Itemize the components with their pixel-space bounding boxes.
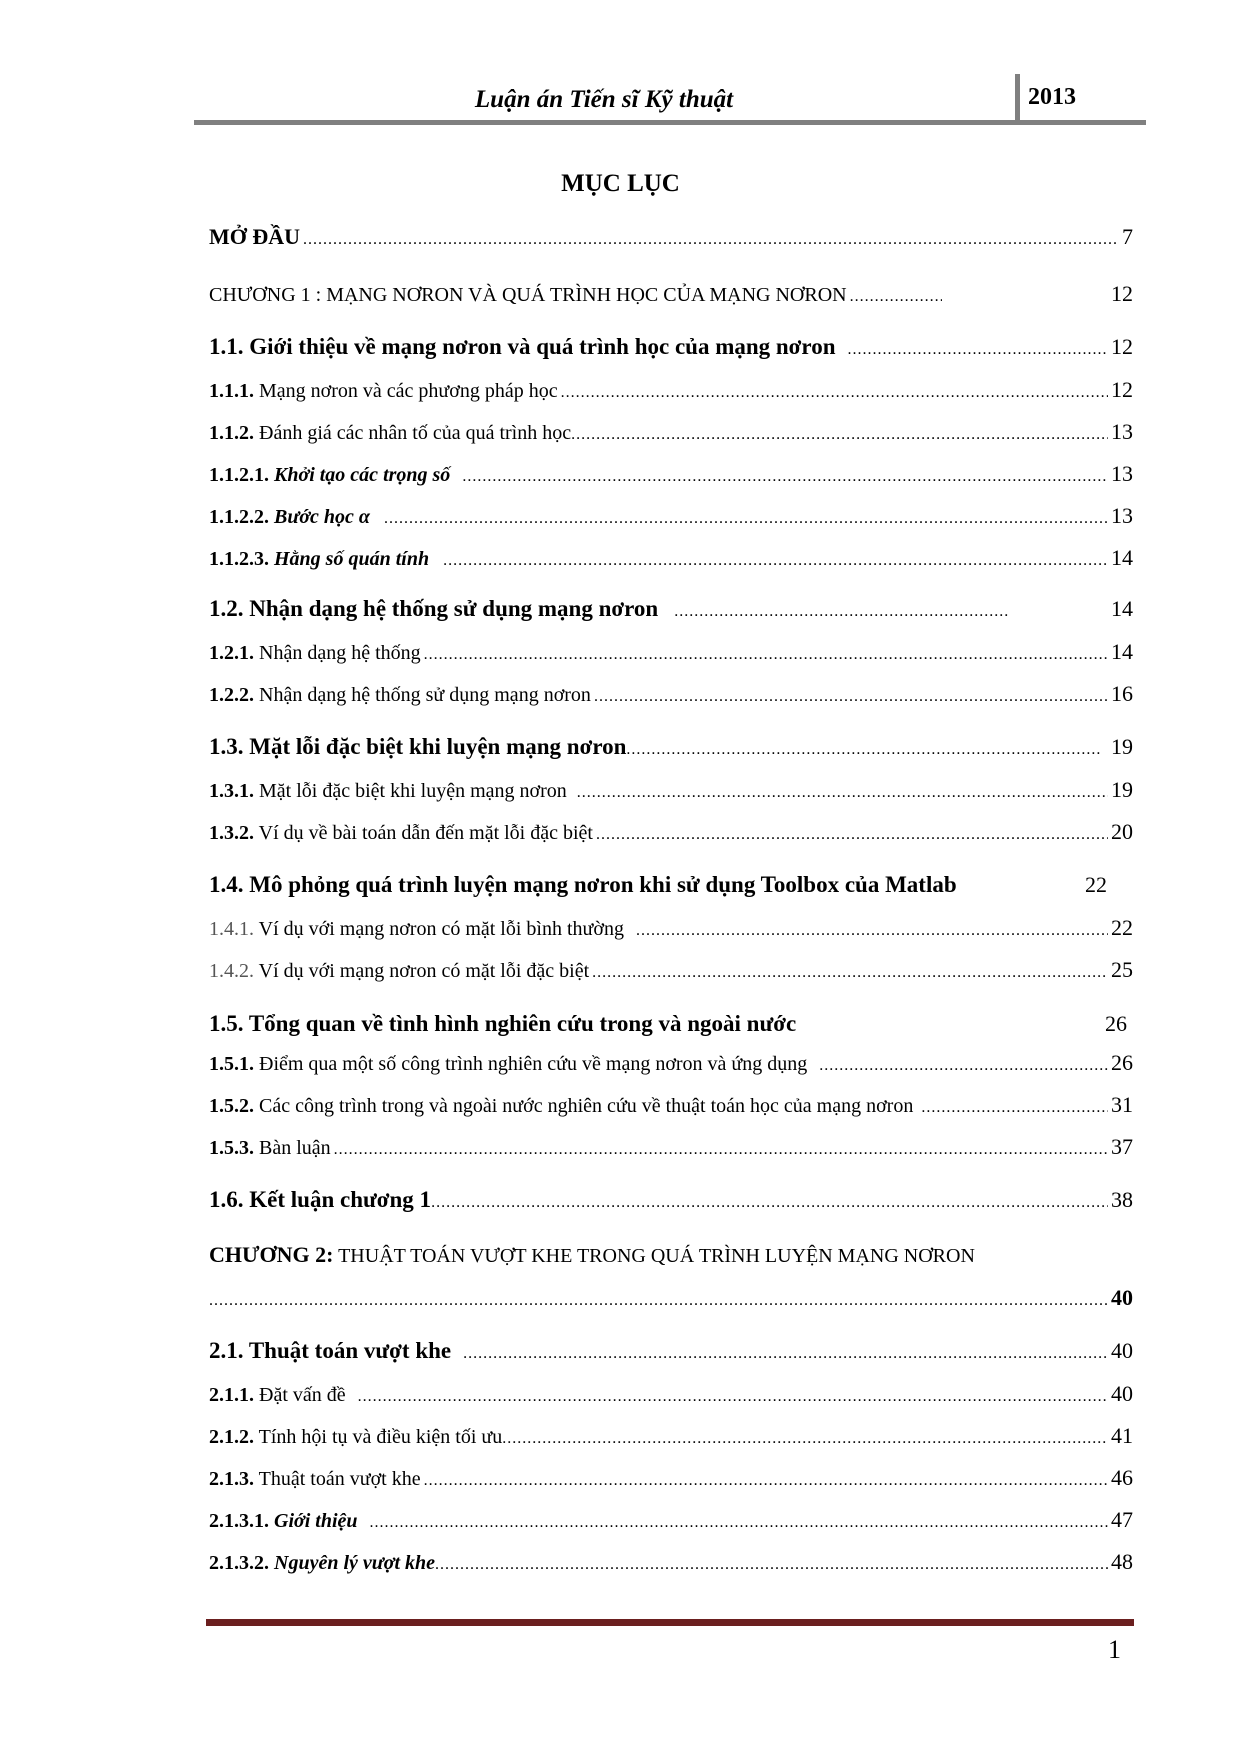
- dot-leader: [636, 922, 1108, 940]
- toc-entry-2-1-3: [209, 1465, 1133, 1491]
- toc-entry-number: CHƯƠNG 2:: [209, 1242, 334, 1267]
- toc-entry-chapter-2-leader: [209, 1285, 1133, 1311]
- toc-entry-title: Thuật toán vượt khe: [248, 1338, 452, 1363]
- toc-entry-page: 31: [1111, 1092, 1133, 1117]
- toc-entry-title: Kết luận chương 1: [249, 1187, 432, 1212]
- toc-entry-1-2-1: [209, 639, 1133, 665]
- toc-entry-page: 13: [1111, 419, 1133, 444]
- dot-leader: [424, 646, 1108, 664]
- toc-entry-page: 22: [1085, 872, 1107, 897]
- toc-entry-1-2: [209, 596, 1133, 622]
- toc-entry-2-1-3-1: [209, 1507, 1133, 1533]
- toc-entry-page: 16: [1111, 681, 1133, 706]
- dot-leader: [334, 1141, 1108, 1159]
- toc-entry-1-6: [209, 1187, 1133, 1213]
- toc-entry-number: 2.1.3.1.: [209, 1510, 269, 1532]
- toc-entry-page: 22: [1111, 915, 1133, 940]
- toc-entry-number: 1.6.: [209, 1187, 244, 1212]
- toc-entry-1-4-1: [209, 915, 1133, 941]
- toc-entry-number: 2.1.1.: [209, 1384, 254, 1406]
- toc-entry-title: Giới thiệu về mạng nơron và quá trình học của mạng nơron: [249, 334, 836, 359]
- toc-entry-title: CHƯƠNG 1 : MẠNG NƠRON VÀ QUÁ TRÌNH HỌC CỦA MẠNG NƠRON: [209, 284, 847, 306]
- toc-entry-title: Ví dụ với mạng nơron có mặt lỗi bình thường: [258, 918, 624, 940]
- toc-entry-number: 2.1.3.: [209, 1468, 254, 1490]
- toc-entry-number: 1.1.2.3.: [209, 548, 269, 570]
- toc-entry-1-5: [209, 1011, 1133, 1037]
- dot-leader: [571, 426, 1108, 444]
- toc-entry-2-1-1: [209, 1381, 1133, 1407]
- toc-entry-number: 1.5.3.: [209, 1137, 254, 1159]
- toc-entry-page: 13: [1111, 503, 1133, 528]
- toc-entry-title: Giới thiệu: [274, 1510, 358, 1532]
- toc-entry-title: Nhận dạng hệ thống sử dụng mạng nơron: [259, 684, 591, 706]
- toc-entry-title: Hằng số quán tính: [274, 548, 430, 570]
- toc-entry-title: Các công trình trong và ngoài nước nghiên cứu về thuật toán học của mạng nơron: [259, 1095, 914, 1117]
- toc-entry-1-2-2: [209, 681, 1133, 707]
- dot-leader: [435, 1556, 1108, 1574]
- dot-leader: [626, 741, 1101, 759]
- toc-entry-title: Mặt lỗi đặc biệt khi luyện mạng nơron: [249, 734, 627, 759]
- toc-entry-page: 40: [1111, 1338, 1133, 1363]
- toc-entry-page: 40: [1111, 1285, 1133, 1310]
- dot-leader: [921, 1099, 1108, 1117]
- toc-entry-mo-dau: [209, 224, 1133, 250]
- toc-entry-title: Mạng nơron và các phương pháp học: [259, 380, 558, 402]
- toc-entry-title: Mô phỏng quá trình luyện mạng nơron khi sử dụng Toolbox của Matlab: [249, 872, 957, 897]
- toc-entry-number: 1.1.2.2.: [209, 506, 269, 528]
- dot-leader: [384, 510, 1108, 528]
- dot-leader: [848, 341, 1108, 359]
- toc-entry-page: 14: [1111, 639, 1133, 664]
- dot-leader: [502, 1430, 1108, 1448]
- dot-leader: [443, 552, 1108, 570]
- toc-entry-title: Bàn luận: [259, 1137, 331, 1159]
- toc-entry-title: Tính hội tụ và điều kiện tối ưu: [258, 1426, 503, 1448]
- toc-entry-number: 2.1.2.: [209, 1426, 254, 1448]
- dot-leader: [819, 1057, 1108, 1075]
- toc-entry-page: 37: [1111, 1134, 1133, 1159]
- toc-entry-1-5-3: [209, 1134, 1133, 1160]
- toc-entry-1-1-2-3: [209, 545, 1133, 571]
- toc-entry-number: 1.3.2.: [209, 822, 254, 844]
- toc-entry-number: 1.3.1.: [209, 780, 254, 802]
- toc-entry-page: 38: [1111, 1187, 1133, 1212]
- toc-entry-1-1-2-2: [209, 503, 1133, 529]
- toc-entry-1-1-1: [209, 377, 1133, 403]
- toc-entry-page: 47: [1111, 1507, 1133, 1532]
- dot-leader: [674, 603, 1010, 621]
- toc-entry-1-5-1: [209, 1050, 1133, 1076]
- toc-entry-1-3: [209, 734, 1133, 760]
- toc-entry-2-1-2: [209, 1423, 1133, 1449]
- toc-entry-number: 1.5.1.: [209, 1053, 254, 1075]
- toc-entry-title: Điểm qua một số công trình nghiên cứu về mạng nơron và ứng dụng: [259, 1053, 808, 1075]
- toc-entry-number: 1.2.2.: [209, 684, 254, 706]
- dot-leader: [370, 1514, 1108, 1532]
- page-header: [194, 72, 1146, 124]
- toc-entry-page: 46: [1111, 1465, 1133, 1490]
- toc-entry-number: 1.1.2.1.: [209, 464, 269, 486]
- toc-entry-page: 41: [1111, 1423, 1133, 1448]
- toc-entry-number: 1.1.: [209, 334, 244, 359]
- toc-entry-title: Ví dụ với mạng nơron có mặt lỗi đặc biệt: [258, 960, 590, 982]
- toc-entry-page: 13: [1111, 461, 1133, 486]
- toc-entry-title: Nhận dạng hệ thống: [259, 642, 421, 664]
- toc-entry-1-3-1: [209, 777, 1133, 803]
- dot-leader: [424, 1472, 1108, 1490]
- toc-entry-number: 1.1.1.: [209, 380, 254, 402]
- dot-leader: [561, 384, 1108, 402]
- dot-leader: [577, 784, 1108, 802]
- toc-entry-page: 7: [1122, 224, 1133, 249]
- toc-entry-title: Ví dụ về bài toán dẫn đến mặt lỗi đặc biệt: [258, 822, 593, 844]
- toc-entry-1-1: [209, 334, 1133, 360]
- toc-entry-number: 1.4.1.: [209, 918, 254, 940]
- footer-rule: [206, 1619, 1134, 1626]
- toc-entry-2-1-3-2: [209, 1549, 1133, 1575]
- toc-entry-title: Nguyên lý vượt khe: [274, 1552, 436, 1574]
- toc-entry-page: 26: [1111, 1050, 1133, 1075]
- toc-entry-number: 1.5.2.: [209, 1095, 254, 1117]
- toc-entry-chapter-2: [209, 1242, 1133, 1268]
- toc-entry-number: 1.2.1.: [209, 642, 254, 664]
- toc-entry-page: 20: [1111, 819, 1133, 844]
- toc-entry-number: 1.1.2.: [209, 422, 254, 444]
- toc-entry-title: Khởi tạo các trọng số: [274, 464, 451, 486]
- header-year: 2013: [1028, 84, 1076, 110]
- toc-entry-1-4-2: [209, 957, 1133, 983]
- toc-entry-title: Bước học α: [274, 506, 370, 528]
- toc-entry-chapter-1: [209, 281, 1133, 307]
- dot-leader: [594, 688, 1108, 706]
- toc-entry-number: 1.4.2.: [209, 960, 254, 982]
- toc-entry-page: 25: [1111, 957, 1133, 982]
- dot-leader: [358, 1388, 1108, 1406]
- toc-entry-number: 1.2.: [209, 596, 244, 621]
- toc-entry-1-1-2-1: [209, 461, 1133, 487]
- toc-entry-page: 48: [1111, 1549, 1133, 1574]
- toc-entry-number: 1.4.: [209, 872, 244, 897]
- toc-entry-1-5-2: [209, 1092, 1133, 1118]
- header-title: Luận án Tiến sĩ Kỹ thuật: [474, 86, 734, 113]
- toc-entry-1-3-2: [209, 819, 1133, 845]
- toc-entry-page: 19: [1111, 734, 1133, 759]
- page-number: 1: [1108, 1635, 1121, 1664]
- toc-entry-title: Tổng quan về tình hình nghiên cứu trong và ngoài nước: [248, 1011, 797, 1036]
- toc-entry-page: 40: [1111, 1381, 1133, 1406]
- toc-entry-number: 1.3.: [209, 734, 244, 759]
- header-divider: [1015, 74, 1020, 122]
- toc-entry-page: 12: [1111, 281, 1133, 306]
- toc-entry-title: THUẬT TOÁN VƯỢT KHE TRONG QUÁ TRÌNH LUYỆN MẠNG NƠRON: [338, 1245, 975, 1267]
- dot-leader: [463, 1345, 1108, 1363]
- toc-entry-page: 19: [1111, 777, 1133, 802]
- toc-entry-title: Thuật toán vượt khe: [258, 1468, 421, 1490]
- toc-entry-title: Mặt lỗi đặc biệt khi luyện mạng nơron: [259, 780, 567, 802]
- toc-entry-number: 2.1.3.2.: [209, 1552, 269, 1574]
- dot-leader: [303, 231, 1119, 249]
- toc-entry-number: 1.5.: [209, 1011, 244, 1036]
- toc-entry-title: MỞ ĐẦU: [209, 224, 301, 249]
- toc-entry-page: 14: [1111, 596, 1133, 621]
- dot-leader: [209, 1292, 1108, 1310]
- toc-entry-2-1: [209, 1338, 1133, 1364]
- dot-leader: [850, 288, 942, 306]
- toc-entry-1-4: [209, 872, 1133, 898]
- toc-entry-title: Đánh giá các nhân tố của quá trình học: [259, 422, 572, 444]
- toc-entry-1-1-2: [209, 419, 1133, 445]
- toc-entry-page: 12: [1111, 377, 1133, 402]
- toc-entry-title: Đặt vấn đề: [259, 1384, 346, 1406]
- toc-entry-number: 2.1.: [209, 1338, 244, 1363]
- toc-entry-page: 26: [1105, 1011, 1127, 1036]
- dot-leader: [462, 468, 1108, 486]
- toc-entry-title: Nhận dạng hệ thống sử dụng mạng nơron: [249, 596, 659, 621]
- toc-title: MỤC LỤC: [561, 170, 680, 197]
- toc-entry-page: 12: [1111, 334, 1133, 359]
- header-rule: [194, 120, 1146, 125]
- toc-entry-page: 14: [1111, 545, 1133, 570]
- dot-leader: [592, 964, 1108, 982]
- dot-leader: [596, 826, 1108, 844]
- dot-leader: [431, 1194, 1108, 1212]
